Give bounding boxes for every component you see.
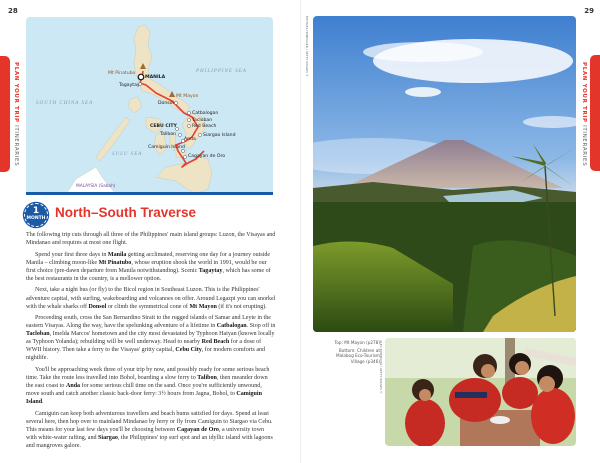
page-number: 29 xyxy=(584,7,594,15)
map-frame-rule xyxy=(26,192,273,195)
sea-label: SULU SEA xyxy=(112,152,143,157)
section-tab xyxy=(0,56,10,172)
body-paragraph: Proceeding south, cross the San Bernardino Strait to the rugged islands of Samar and Leyte in the eastern Visayas. Along the way, have the spelunking adventure of a lifetime in Catbalogan. Stop off in Tacloban, Imelda Marcos' hometown and the city most devastated by Typhoon Haiyan (known locally as Typhoon Yolanda); rebuilding will be well underway. Head to nearby Red Beach for a dose of WWII history. Then take a ferry to the Visayas' gritty capital, Cebu City, for modern comforts and nightlife. xyxy=(26,315,276,362)
peak-label: Mt Pinatubo xyxy=(108,71,136,76)
highlight-place: Mt Pinatubo xyxy=(98,259,132,266)
highlight-place: Siargao xyxy=(98,435,118,442)
photo-mt-mayon xyxy=(313,16,576,332)
stop-label: Donsol xyxy=(158,101,174,106)
highlight-place: Manila xyxy=(107,251,127,258)
highlight-place: Mt Mayon xyxy=(189,303,217,310)
highlight-place: Camiguin Island xyxy=(26,391,262,406)
highlight-place: Tacloban xyxy=(26,331,50,338)
stop-label: Tagaytay xyxy=(119,83,140,88)
stop-label: Talibon xyxy=(160,132,177,137)
sea-label: SOUTH CHINA SEA xyxy=(36,101,94,106)
body-paragraph: Camiguin can keep both adventurous travellers and beach bums satisfied for days. Spend at least several here, then hop over to mainland Mindanao by ferry or fly from Camiguin to Siargao via Cebu. This means for your last few days you'll be choosing between Cagayan de Oro, a university town with white-water rafting, and Siargao, the Philippines' top surf spot and an idyllic island with lagoons and mangroves galore. xyxy=(26,410,273,450)
route-map xyxy=(26,17,273,194)
highlight-place: Catbalogan xyxy=(216,323,247,330)
caption-bottom: Bottom: Children at Malabog Eco-Tourism Village (p346) xyxy=(335,347,380,364)
highlight-place: Talibon xyxy=(197,375,217,382)
stop-label: Red Beach xyxy=(192,124,217,129)
stop-label: Cagayan de Oro xyxy=(188,154,226,159)
caption-top: Top: Mt Mayon (p278) xyxy=(334,340,380,345)
stop-label: Catbalogan xyxy=(192,111,219,116)
itinerary-body xyxy=(26,231,276,454)
highlight-place: Cebu City xyxy=(175,347,202,354)
stop-label: Camiguin Island xyxy=(148,145,185,150)
capital-label: MANILA xyxy=(145,75,166,80)
section-tab-label: PLAN YOUR TRIP ITINERARIES xyxy=(13,62,19,167)
page-number: 28 xyxy=(8,7,18,15)
highlight-place: Tagaytay xyxy=(198,267,223,274)
duration-badge: 1 MONTH xyxy=(24,203,48,227)
highlight-place: Anda xyxy=(65,383,81,390)
mayon-landscape-image xyxy=(313,16,576,332)
stop-label: CEBU CITY xyxy=(150,124,177,129)
section-tab xyxy=(590,55,600,171)
peak-label: Mt Mayon xyxy=(176,94,199,99)
photo-credit: MICHAEL HONEGGER / GETTY IMAGES © xyxy=(305,16,309,77)
photo-children xyxy=(385,338,576,446)
body-paragraph: You'll be approaching week three of your trip by now, and possibly ready for some serious beach time. Take the route less travelled into Bohol, boarding a slow ferry to Talibon, then meander down the east coast to Anda for some serious chill time on the sand. Once you're sufficiently unwound, move south and catch another classic back-door ferry: 3½ hours from Jagna, Bohol, to Camiguin Island. xyxy=(26,367,270,406)
body-paragraph: Next, take a night bus (or fly) to the Bicol region in Southeast Luzon. This is the Philippines' adventure capital, with surfing, wakeboarding and volcanoes on offer. Around Legazpi you can snorkel with the whale sharks off Donsol or climb the symmetrical cone of Mt Mayon (if it's not erupting). xyxy=(26,287,276,310)
body-paragraph: Spend your first three days in Manila getting acclimated, reserving one day for a journey outside Manila – climbing moon-like Mt Pinatubo, whose eruption shook the world in 1991, would be our first choice (pre-dawn departure from Manila notwithstanding). Scenic Tagaytay, which has some of the best restaurants in the country, is a mellower option. xyxy=(26,251,271,282)
children-village-image xyxy=(385,338,576,446)
stop-label: Anda xyxy=(184,137,196,142)
stop-label: Siargao Island xyxy=(203,133,236,138)
section-tab-label: PLAN YOUR TRIP ITINERARIES xyxy=(581,62,587,167)
sea-label: PHILIPPINE SEA xyxy=(196,69,247,74)
photo-credit: ALEX ROBINSON / GETTY IMAGES © xyxy=(379,340,383,394)
highlight-place: Red Beach xyxy=(201,339,230,346)
itinerary-title: North–South Traverse xyxy=(55,205,197,220)
body-paragraph: The following trip cuts through all three of the Philippines' main island groups: Luzon, the Visayas and Mindanao and requires at most one flight. xyxy=(26,232,276,247)
country-label: MALAYSIA (Sabah) xyxy=(76,184,116,189)
highlight-place: Donsol xyxy=(88,303,107,310)
stop-label: Tacloban xyxy=(192,118,213,123)
photo-captions xyxy=(330,340,380,366)
highlight-place: Cagayan de Oro xyxy=(176,427,219,433)
